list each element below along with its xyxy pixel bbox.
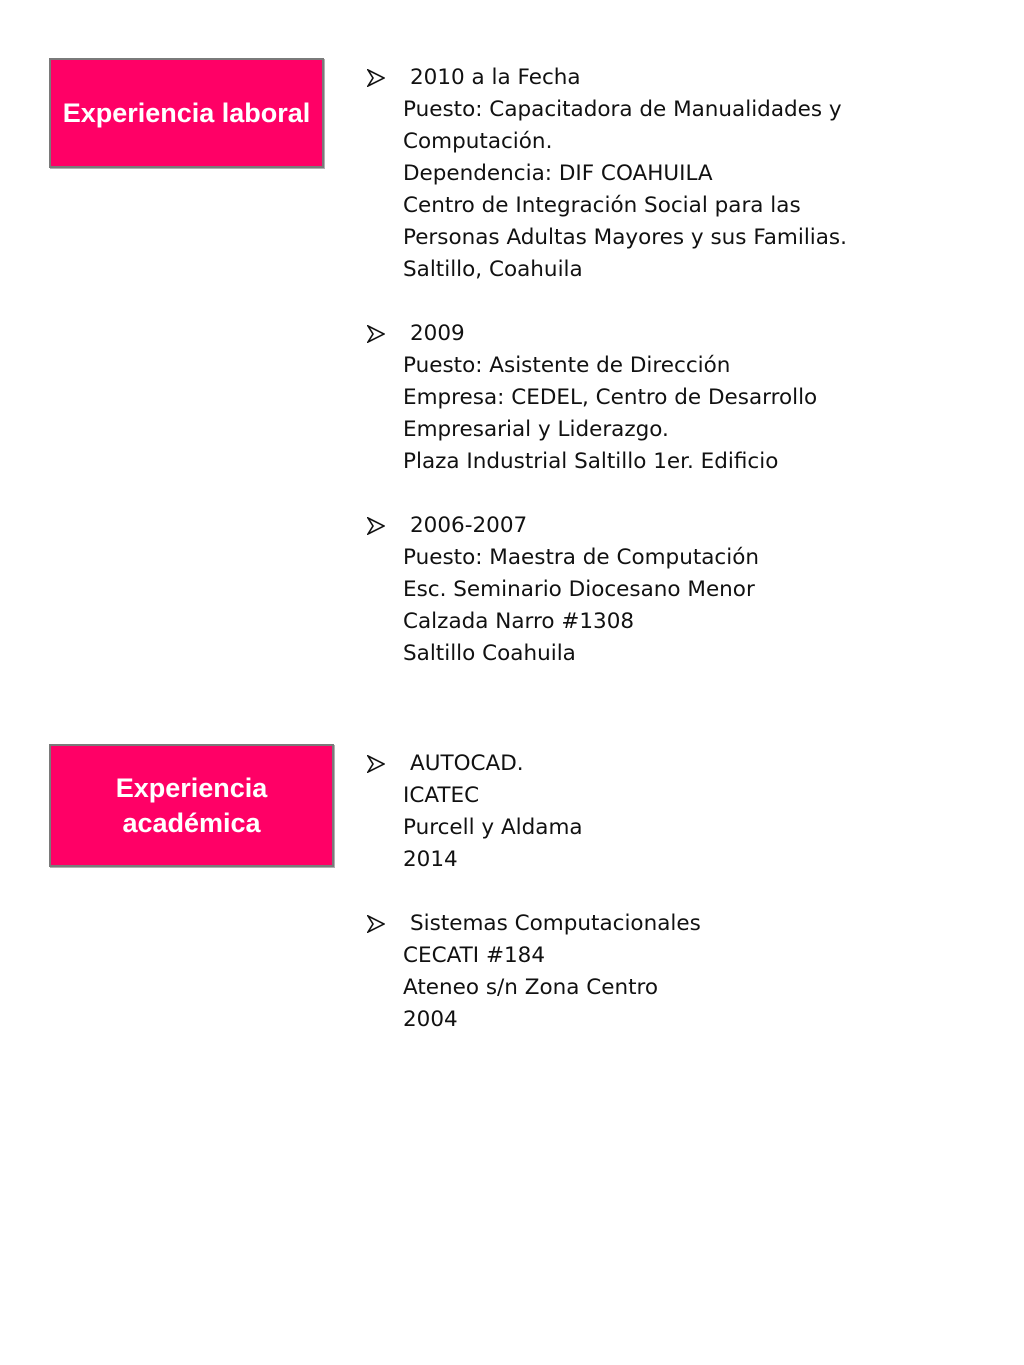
experiencia-laboral-list — [366, 62, 1006, 702]
section-label-experiencia-academica — [49, 744, 334, 867]
arrow-bullet-icon — [367, 517, 385, 535]
entry-line: Ateneo s/n Zona Centro — [403, 975, 659, 1000]
entry-line: CECATI #184 — [403, 943, 546, 968]
entry-line: 2004 — [403, 1007, 458, 1032]
list-item — [366, 748, 1006, 876]
section-label-text: Experiencia laboral — [62, 97, 311, 128]
entry-line: Saltillo Coahuila — [403, 641, 576, 666]
entry-line: 2014 — [403, 847, 458, 872]
entry-title: 2009 — [410, 321, 465, 346]
entry-line: Calzada Narro #1308 — [403, 609, 635, 634]
entry-line: Esc. Seminario Diocesano Menor — [403, 577, 755, 602]
entry-line: Empresa: CEDEL, Centro de Desarrollo — [403, 385, 818, 410]
arrow-bullet-icon — [367, 69, 385, 87]
section-label-line: Experiencia — [115, 772, 268, 803]
entry-line: Plaza Industrial Saltillo 1er. Edificio — [403, 449, 779, 474]
arrow-bullet-icon — [367, 915, 385, 933]
list-item — [366, 908, 1006, 1036]
section-label-line: académica — [122, 807, 261, 838]
entry-line: Purcell y Aldama — [403, 815, 583, 840]
section-label-experiencia-laboral — [49, 58, 324, 168]
arrow-bullet-icon — [367, 325, 385, 343]
entry-line: Empresarial y Liderazgo. — [403, 417, 669, 442]
list-item — [366, 318, 1006, 478]
entry-line: Dependencia: DIF COAHUILA — [403, 161, 713, 186]
list-item — [366, 62, 1006, 286]
experiencia-academica-list — [366, 748, 1006, 1068]
entry-title: 2006-2007 — [410, 513, 528, 538]
entry-title: 2010 a la Fecha — [410, 65, 581, 90]
entry-title: AUTOCAD. — [410, 751, 524, 776]
entry-title: Sistemas Computacionales — [410, 911, 701, 936]
entry-line: Personas Adultas Mayores y sus Familias. — [403, 225, 847, 250]
entry-line: Puesto: Maestra de Computación — [403, 545, 760, 570]
arrow-bullet-icon — [367, 755, 385, 773]
entry-line: Saltillo, Coahuila — [403, 257, 583, 282]
list-item — [366, 510, 1006, 670]
entry-line: Computación. — [403, 129, 553, 154]
section-label-text — [116, 771, 268, 841]
entry-line: Puesto: Asistente de Dirección — [403, 353, 731, 378]
entry-line: Puesto: Capacitadora de Manualidades y — [403, 97, 842, 122]
entry-line: ICATEC — [403, 783, 480, 808]
entry-line: Centro de Integración Social para las — [403, 193, 801, 218]
